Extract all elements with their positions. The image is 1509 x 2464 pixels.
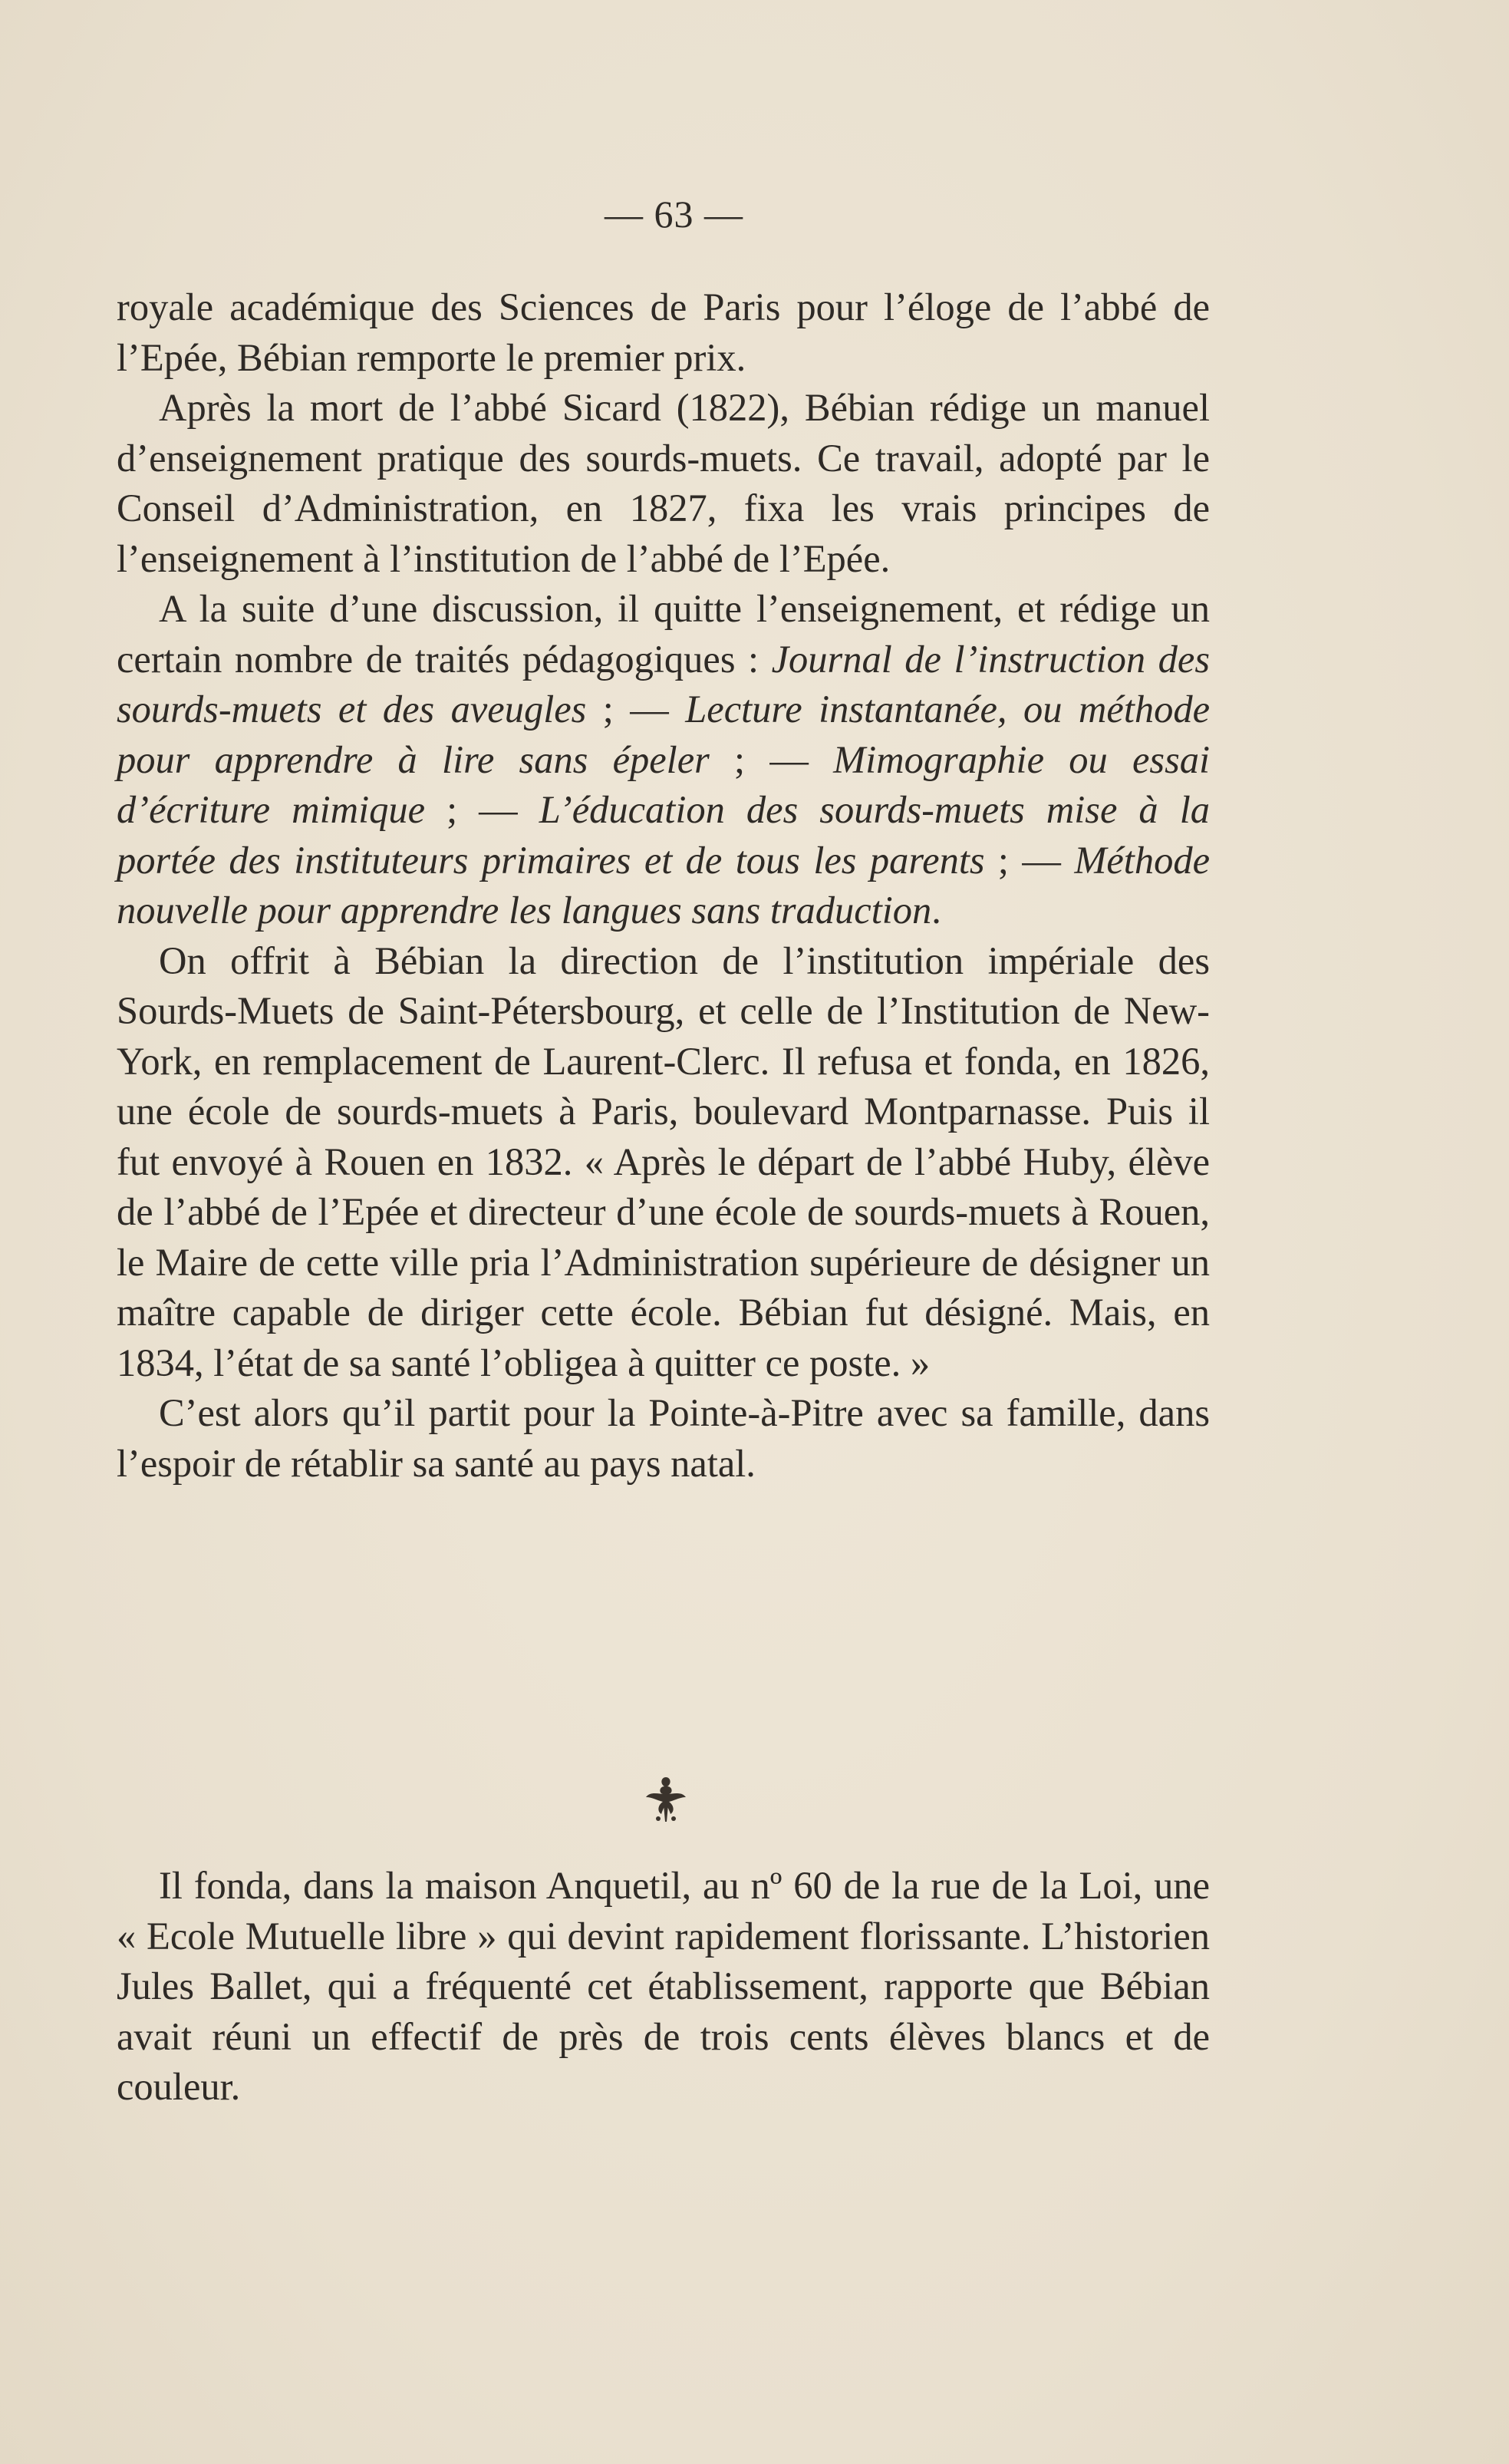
- paragraph: C’est alors qu’il partit pour la Pointe-à-Pitre avec sa famille, dans l’espoir de rétablir sa santé au pays natal.: [117, 1391, 1210, 1485]
- list-separator: ; —: [425, 788, 539, 831]
- fleuron-icon: [635, 1771, 697, 1825]
- work-title: Lecture instantanée, ou méthode pour apprendre à lire sans épeler: [117, 688, 1211, 781]
- paragraph: [117, 584, 1210, 936]
- paragraph-lead: A la suite d’une discussion, il quitte l’enseignement, et rédige un certain nombre de traités pédagogiques :: [117, 587, 1210, 681]
- work-title: Mimographie ou essai d’écriture mimique: [117, 737, 1210, 831]
- paragraph: Il fonda, dans la maison Anquetil, au nº 60 de la rue de la Loi, une « Ecole Mutuelle libre » qui devint rapidement florissante. L’historien Jules Ballet, qui a fréquenté cet établissement, rapporte que Bébian avait réuni un effectif de près de trois cents élèves blancs et de couleur.: [117, 1864, 1210, 2108]
- list-end: .: [931, 889, 941, 932]
- work-title: L’éducation des sourds-muets mise à la portée des instituteurs primaires et de tous les parents: [117, 788, 1210, 882]
- list-separator: ; —: [984, 838, 1075, 882]
- work-title: Méthode nouvelle pour apprendre les langues sans traduction: [117, 838, 1210, 932]
- page-number: — 63 —: [605, 193, 743, 236]
- paragraph: On offrit à Bébian la direction de l’institution impériale des Sourds-Muets de Saint-Pétersbourg, et celle de l’Institution de New-York, en remplacement de Laurent-Clerc. Il refusa et fonda, en 1826, une école de sourds-muets à Paris, boulevard Montparnasse. Puis il fut envoyé à Rouen en 1832. « Après le départ de l’abbé Huby, élève de l’abbé de l’Epée et directeur d’une école de sourds-muets à Rouen, le Maire de cette ville pria l’Administration supérieure de désigner un maître capable de diriger cette école. Bébian fut désigné. Mais, en 1834, l’état de sa santé l’obligea à quitter ce poste. »: [117, 938, 1210, 1384]
- paragraph: royale académique des Sciences de Paris pour l’éloge de l’abbé de l’Epée, Bébian remporte le premier prix.: [117, 285, 1210, 379]
- work-title: Journal de l’instruction des sourds-muets et des aveugles: [117, 637, 1210, 731]
- paragraph: Après la mort de l’abbé Sicard (1822), Bébian rédige un manuel d’enseignement pratique des sourds-muets. Ce travail, adopté par le Conseil d’Administration, en 1827, fixa les vrais principes de l’enseignement à l’institution de l’abbé de l’Epée.: [117, 386, 1210, 580]
- list-separator: ; —: [586, 688, 686, 731]
- list-separator: ; —: [709, 737, 834, 781]
- body-text: [117, 282, 1210, 1489]
- body-text-continued: [117, 1861, 1210, 2113]
